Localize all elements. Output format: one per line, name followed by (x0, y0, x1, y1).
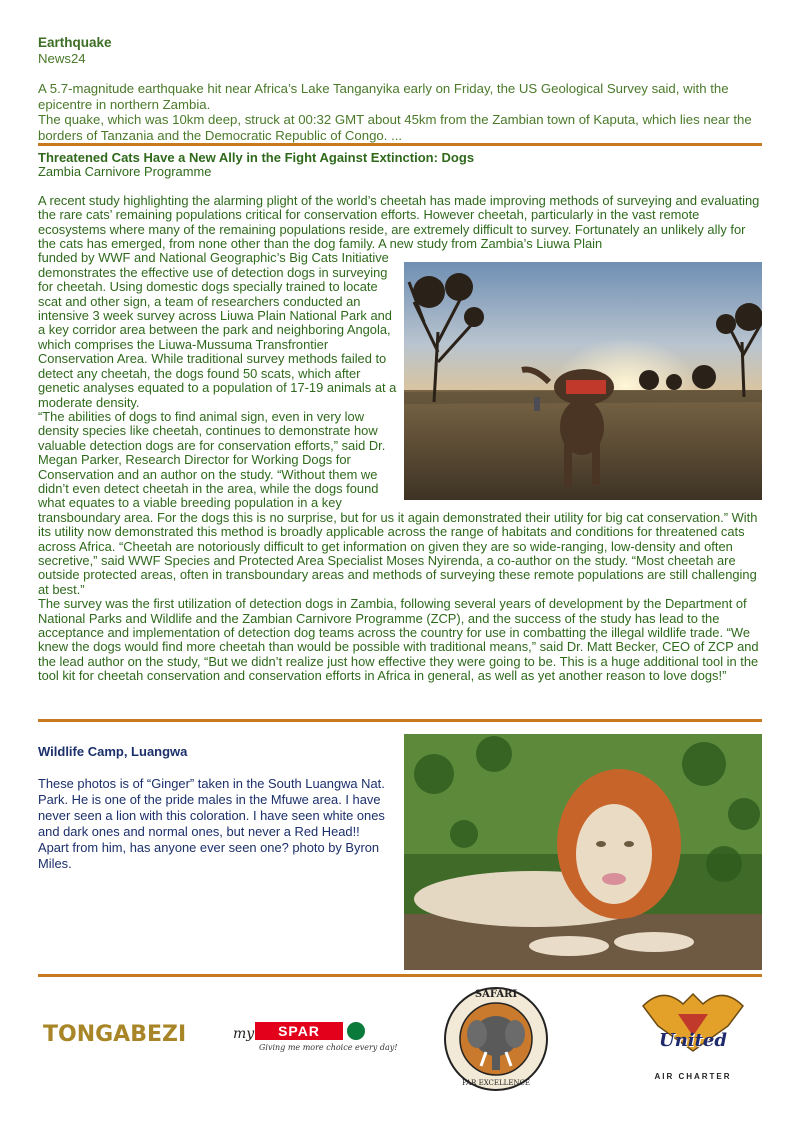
section-divider (38, 719, 762, 722)
spar-prefix: my (233, 1026, 255, 1042)
section-divider (38, 974, 762, 977)
wildlife-camp-article (38, 744, 388, 872)
article-paragraph: The survey was the first utilization of detection dogs in Zambia, following several years of development by the Department of National Parks and Wildlife and the Zambian Carnivore Programme (ZCP), and the success of the study has lead to the acceptance and implementation of detection dog teams across the country for use in combatting the illegal wildlife trade. “We knew the dogs would find more cheetah than would be possible with traditional means,” said Dr. Matt Becker, CEO of ZCP and the lead author on the study, “But we didn’t realize just how effective they were going to be. This is a huge additional tool in the tool kit for cheetah conservation and conservation efforts in Africa in general, as well as yet another reason to love dogs!” (38, 596, 759, 684)
united-wordmark: United (659, 1030, 727, 1051)
article-title: Wildlife Camp, Luangwa (38, 744, 188, 759)
article-paragraph: transboundary area. For the dogs this is no surprise, but for us it again demonstrated their utility for big cat conservation.” With its utility now demonstrated this method is broadly applicable across the range of habitats and conditions for threatened cats across Africa. “Cheetah are notoriously difficult to get information on given they are so wide-ranging, low-density and often secretive,” said WWF Species and Protected Area Specialist Moses Nyirenda, a co-author on the study. “Most cheetah are outside protected areas, often in transboundary areas and methods of surveying these remote populations are still challenging at best.” (38, 509, 758, 597)
article-source: News24 (38, 50, 86, 66)
article-source: Zambia Carnivore Programme (38, 164, 212, 180)
tongabezi-logo: TONGABEZI (43, 1022, 187, 1047)
article-paragraph: funded by WWF and National Geographic’s Big Cats Initiative demonstrates the effective use of detection dogs in surveying for cheetah. Using domestic dogs specially trained to locate scat and other sign, a team of researchers conducted an intensive 3 week survey across Liuwa Plain National Park and a key corridor area between the park and neighboring Angola, which comprises the Liuwa-Mussuma Transfrontier Conservation Area. While traditional survey methods failed to detect any cheetah, the dogs found 50 scats, which after genetic analyses equated to a population of 17-19 animals at a moderate density. (38, 250, 397, 410)
safari-top-text: SAFARI (474, 989, 518, 1000)
article-title: Earthquake (38, 35, 112, 50)
spar-wordmark: SPAR (255, 1022, 343, 1040)
safari-par-excellence-logo (443, 986, 549, 1092)
spar-tagline: Giving me more choice every day! (259, 1043, 398, 1052)
safari-bottom-text: PAR EXCELLENCE (461, 1079, 531, 1087)
united-air-charter-logo (638, 986, 748, 1086)
detection-dog-photo (404, 262, 762, 500)
spar-logo (233, 1020, 398, 1060)
article-paragraph: The quake, which was 10km deep, struck at 00:32 GMT about 45km from the Zambian town of Kaputa, which lies near the borders of Tanzania and the Democratic Republic of Congo. ... (38, 112, 752, 143)
sponsor-logos (38, 984, 762, 1094)
united-subtitle: AIR CHARTER (654, 1072, 732, 1081)
article-paragraph: “The abilities of dogs to find animal sign, even in very low density species like cheetah, continues to demonstrate how valuable detection dogs are for conservation efforts,” said Dr. Megan Parker, Research Director for Working Dogs for Conservation and an author on the study. “Without them we didn’t even detect cheetah in the area, while the dogs found what equates to a viable breeding population in a key (38, 408, 386, 511)
earthquake-article (38, 35, 766, 143)
lion-photo (404, 734, 762, 970)
article-paragraph: A 5.7-magnitude earthquake hit near Africa’s Lake Tanganyika early on Friday, the US Geological Survey said, with the epicentre in northern Zambia. (38, 81, 729, 112)
article-title: Threatened Cats Have a New Ally in the Fight Against Extinction: Dogs (38, 150, 475, 165)
spar-tree-icon (347, 1022, 365, 1040)
article-paragraph: These photos is of “Ginger” taken in the South Luangwa Nat. Park. He is one of the pride males in the Mfuwe area. I have never seen a lion with this coloration. I have seen white ones and dark ones and normal ones, but never a Red Head!! Apart from him, has anyone ever seen one? photo by Byron Miles. (38, 776, 385, 871)
section-divider (38, 143, 762, 146)
article-paragraph: A recent study highlighting the alarming plight of the world’s cheetah has made improving methods of surveying and evaluating the rare cats’ remaining populations critical for conservation efforts. However cheetah, particularly in the vast remote ecosystems where many of the remaining populations reside, are extremely difficult to survey. Fortunately an unlikely ally for the cats has emerged, from none other than the dog family. A new study from Zambia’s Liuwa Plain (38, 192, 760, 252)
